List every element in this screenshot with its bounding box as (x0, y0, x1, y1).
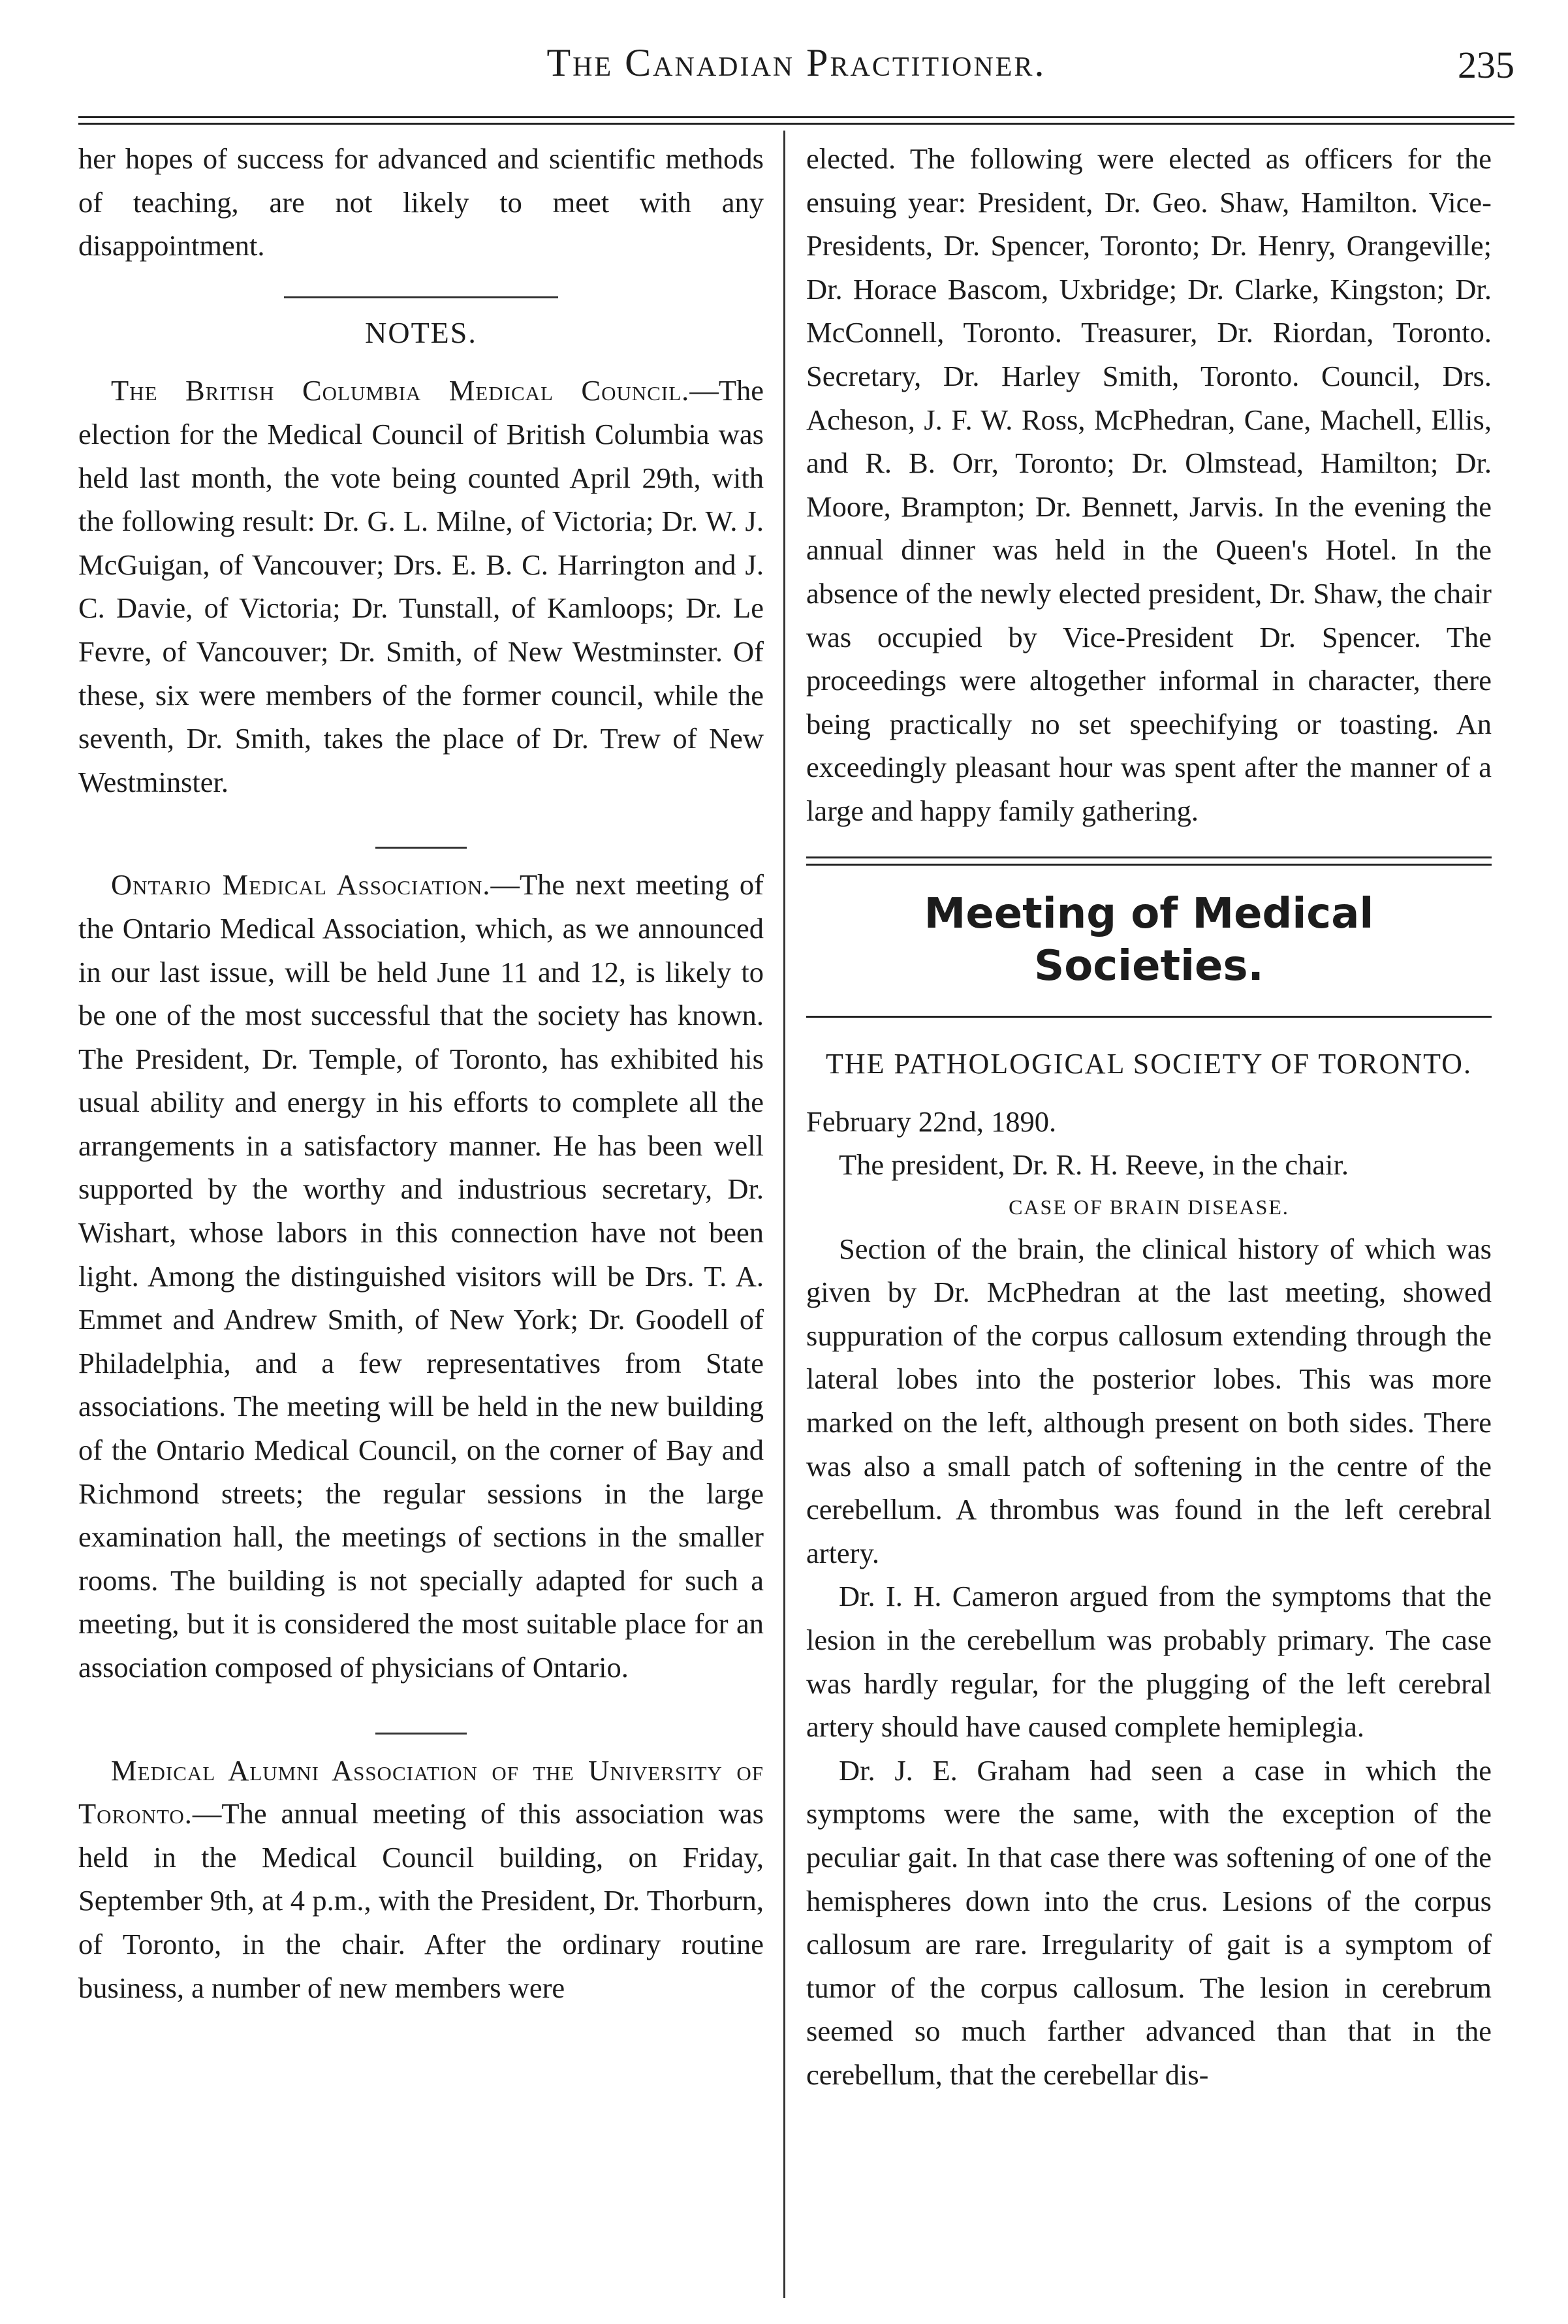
note-title: Ontario Medical Association. (111, 868, 491, 902)
notes-heading: NOTES. (365, 315, 477, 349)
society-heading: THE PATHOLOGICAL SOCIETY OF TORONTO. (826, 1047, 1472, 1080)
header-rule (78, 116, 1514, 118)
note-ontario-medical-association (78, 863, 764, 1689)
note-body: —The annual meeting of this association was held in the Medical Council building, on Friday, September 9th, at 4 p.m., with the President, Dr. Thorburn, of Toronto, in the chair. After the ordinary routine business, a number of new members were (78, 1797, 764, 2004)
case-paragraph: Dr. J. E. Graham had seen a case in which the symptoms were the same, with the exception of the peculiar gait. In that case there was softening of one of the hemispheres down into the crus. Lesions of the corpus callosum are rare. Irregularity of gait is a symptom of tumor of the corpus callosum. The lesion in cerebrum seemed so much farther advanced than that in the cerebellum, that the cerebellar dis- (806, 1753, 1492, 2091)
chair-line: The president, Dr. R. H. Reeve, in the chair. (839, 1148, 1349, 1182)
column-divider (783, 131, 785, 2298)
intro-paragraph: her hopes of success for advanced and scientific methods of teaching, are not likely to meet with any disappointment. (78, 142, 764, 262)
section-double-rule (806, 856, 1492, 866)
meeting-date: February 22nd, 1890. (806, 1105, 1057, 1138)
journal-title: The Canadian Practitioner. (546, 41, 1046, 84)
continuation-paragraph: elected. The following were elected as officers for the ensuing year: President, Dr. Geo. Shaw, Hamilton. Vice-Presidents, Dr. Spencer, Toronto; Dr. Henry, Orangeville; Dr. Horace Bascom, Uxbridge; Dr. Clarke, Kingston; Dr. McConnell, Toronto. Treasurer, Dr. Riordan, Toronto. Secretary, Dr. Harley Smith, Toronto. Council, Drs. Acheson, J. F. W. Ross, McPhedran, Cane, Machell, Ellis, and R. B. Orr, Toronto; Dr. Olmstead, Hamilton; Dr. Moore, Brampton; Dr. Bennett, Jarvis. In the evening the annual dinner was held in the Queen's Hotel. In the absence of the newly elected president, Dr. Shaw, the chair was occupied by Vice-President Dr. Spencer. The proceedings were altogether informal in character, there being practically no set speechifying or toasting. An exceedingly pleasant hour was spent after the manner of a large and happy family gathering. (806, 142, 1492, 827)
right-column (806, 137, 1492, 2097)
case-heading: CASE OF BRAIN DISEASE. (1009, 1195, 1289, 1219)
section-rule (284, 296, 558, 298)
note-bc-medical-council (78, 369, 764, 804)
note-separator (375, 1733, 467, 1735)
note-title: The British Columbia Medical Council. (111, 374, 690, 407)
header-rule-2 (78, 123, 1514, 125)
note-title: Medical Alumni Association of the University of Toronto. (78, 1753, 764, 1830)
note-separator (375, 847, 467, 849)
running-header (78, 40, 1514, 112)
left-column (78, 137, 764, 2009)
case-paragraph: Dr. I. H. Cameron argued from the symptoms that the lesion in the cerebellum was probably primary. The case was hardly regular, for the plugging of the left cerebral artery should have caused complete hemiplegia. (806, 1580, 1492, 1744)
note-body: —The next meeting of the Ontario Medical Association, which, as we announced in our last issue, will be held June 11 and 12, is likely to be one of the most successful that the society has known. The President, Dr. Temple, of Toronto, has exhibited his usual ability and energy in his efforts to complete all the arrangements in a satisfactory manner. He has been well supported by the worthy and industrious secretary, Dr. Wishart, whose labors in this connection have not been light. Among the distinguished visitors will be Drs. T. A. Emmet and Andrew Smith, of New York; Dr. Goodell of Philadelphia, and a few representatives from State associations. The meeting will be held in the new building of the Ontario Medical Council, on the corner of Bay and Richmond streets; the regular sessions in the large examination hall, the meetings of sections in the smaller rooms. The building is not specially adapted for such a meeting, but it is considered the most suitable place for an association composed of physicians of Ontario. (78, 868, 764, 1684)
note-body: —The election for the Medical Council of British Columbia was held last month, the vote being counted April 29th, with the following result: Dr. G. L. Milne, of Victoria; Dr. W. J. McGuigan, of Vancouver; Drs. E. B. C. Harrington and J. C. Davie, of Victoria; Dr. Tunstall, of Kamloops; Dr. Le Fevre, of Vancouver; Dr. Smith, of New Westminster. Of these, six were members of the former council, while the seventh, Dr. Smith, takes the place of Dr. Trew of New Westminster. (78, 374, 764, 798)
section-heading: Meeting of Medical Societies. (924, 889, 1374, 990)
section-rule (806, 1016, 1492, 1018)
page-number: 235 (1458, 44, 1514, 86)
note-alumni-association (78, 1749, 764, 2010)
case-paragraph: Section of the brain, the clinical history of which was given by Dr. McPhedran at the last meeting, showed suppuration of the corpus callosum extending through the lateral lobes into the posterior lobes. This was more marked on the left, although present on both sides. There was also a small patch of softening in the centre of the cerebellum. A thrombus was found in the left cerebral artery. (806, 1232, 1492, 1569)
